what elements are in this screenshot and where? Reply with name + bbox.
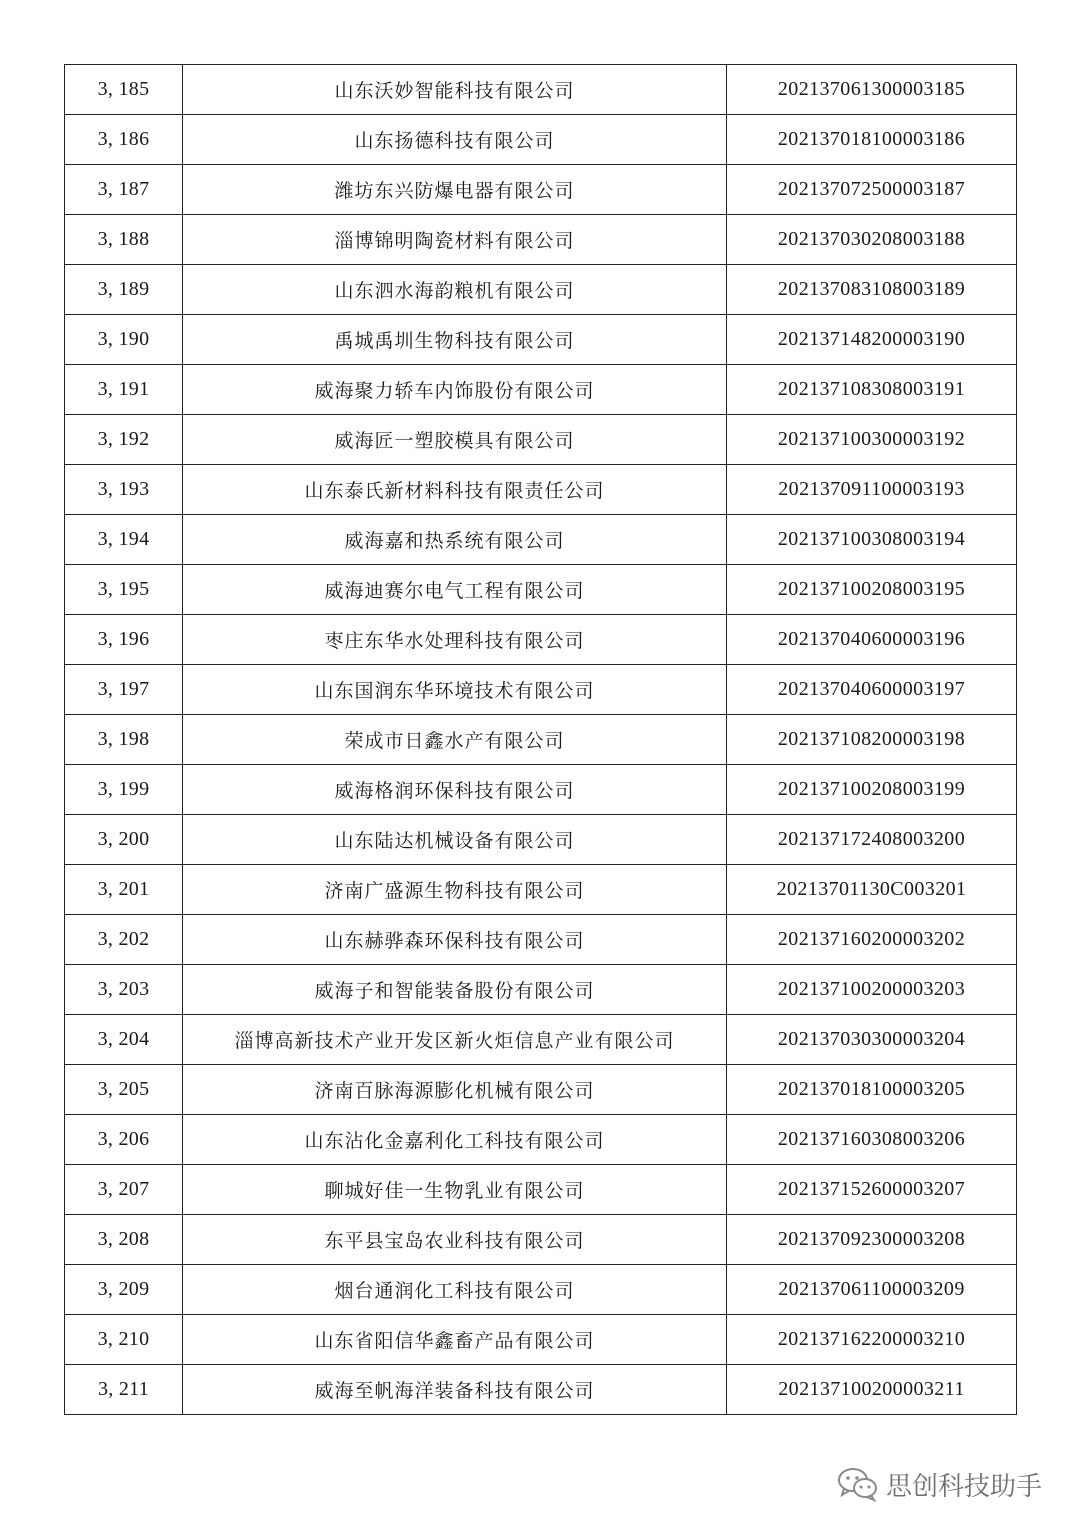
registration-code-cell: 202137061300003185 bbox=[727, 65, 1017, 115]
table-row bbox=[65, 915, 1017, 965]
table-row bbox=[65, 1165, 1017, 1215]
row-index-cell: 3, 204 bbox=[65, 1015, 183, 1065]
registration-code-cell: 202137030208003188 bbox=[727, 215, 1017, 265]
table-body bbox=[65, 65, 1017, 1415]
row-index-cell: 3, 194 bbox=[65, 515, 183, 565]
table-row bbox=[65, 965, 1017, 1015]
registration-code-cell: 202137092300003208 bbox=[727, 1215, 1017, 1265]
row-index-cell: 3, 211 bbox=[65, 1365, 183, 1415]
row-index-cell: 3, 200 bbox=[65, 815, 183, 865]
registration-code-cell: 202137152600003207 bbox=[727, 1165, 1017, 1215]
row-index-cell: 3, 208 bbox=[65, 1215, 183, 1265]
company-name-cell: 济南广盛源生物科技有限公司 bbox=[183, 865, 727, 915]
registration-code-cell: 20213701130C003201 bbox=[727, 865, 1017, 915]
registration-code-cell: 202137018100003186 bbox=[727, 115, 1017, 165]
registration-code-cell: 202137100308003194 bbox=[727, 515, 1017, 565]
row-index-cell: 3, 190 bbox=[65, 315, 183, 365]
company-name-cell: 山东沃妙智能科技有限公司 bbox=[183, 65, 727, 115]
row-index-cell: 3, 196 bbox=[65, 615, 183, 665]
row-index-cell: 3, 192 bbox=[65, 415, 183, 465]
row-index-cell: 3, 206 bbox=[65, 1115, 183, 1165]
row-index-cell: 3, 191 bbox=[65, 365, 183, 415]
registration-code-cell: 202137162200003210 bbox=[727, 1315, 1017, 1365]
company-name-cell: 枣庄东华水处理科技有限公司 bbox=[183, 615, 727, 665]
company-name-cell: 威海子和智能装备股份有限公司 bbox=[183, 965, 727, 1015]
company-name-cell: 山东省阳信华鑫畜产品有限公司 bbox=[183, 1315, 727, 1365]
row-index-cell: 3, 195 bbox=[65, 565, 183, 615]
company-name-cell: 山东陆达机械设备有限公司 bbox=[183, 815, 727, 865]
wechat-icon bbox=[836, 1466, 880, 1502]
registration-code-cell: 202137108200003198 bbox=[727, 715, 1017, 765]
row-index-cell: 3, 199 bbox=[65, 765, 183, 815]
registration-code-cell: 202137061100003209 bbox=[727, 1265, 1017, 1315]
table-row bbox=[65, 315, 1017, 365]
row-index-cell: 3, 203 bbox=[65, 965, 183, 1015]
company-name-cell: 山东沾化金嘉利化工科技有限公司 bbox=[183, 1115, 727, 1165]
registration-code-cell: 202137083108003189 bbox=[727, 265, 1017, 315]
watermark-text: 思创科技助手 bbox=[886, 1471, 1043, 1502]
table-row bbox=[65, 115, 1017, 165]
watermark bbox=[836, 1462, 1042, 1506]
company-name-cell: 山东泗水海韵粮机有限公司 bbox=[183, 265, 727, 315]
row-index-cell: 3, 209 bbox=[65, 1265, 183, 1315]
table-row bbox=[65, 215, 1017, 265]
company-name-cell: 东平县宝岛农业科技有限公司 bbox=[183, 1215, 727, 1265]
registration-code-cell: 202137100300003192 bbox=[727, 415, 1017, 465]
registration-code-cell: 202137072500003187 bbox=[727, 165, 1017, 215]
company-name-cell: 山东赫骅森环保科技有限公司 bbox=[183, 915, 727, 965]
registration-code-cell: 202137100200003203 bbox=[727, 965, 1017, 1015]
row-index-cell: 3, 185 bbox=[65, 65, 183, 115]
registration-code-cell: 202137018100003205 bbox=[727, 1065, 1017, 1115]
registration-code-cell: 202137091100003193 bbox=[727, 465, 1017, 515]
table-row bbox=[65, 65, 1017, 115]
table-row bbox=[65, 1065, 1017, 1115]
row-index-cell: 3, 201 bbox=[65, 865, 183, 915]
table-row bbox=[65, 365, 1017, 415]
table-row bbox=[65, 565, 1017, 615]
company-name-cell: 山东泰氏新材料科技有限责任公司 bbox=[183, 465, 727, 515]
company-name-cell: 威海嘉和热系统有限公司 bbox=[183, 515, 727, 565]
table-row bbox=[65, 1365, 1017, 1415]
company-name-cell: 禹城禹圳生物科技有限公司 bbox=[183, 315, 727, 365]
table-row bbox=[65, 1315, 1017, 1365]
table-row bbox=[65, 715, 1017, 765]
company-name-cell: 山东国润东华环境技术有限公司 bbox=[183, 665, 727, 715]
company-name-cell: 聊城好佳一生物乳业有限公司 bbox=[183, 1165, 727, 1215]
table-row bbox=[65, 1265, 1017, 1315]
registration-code-cell: 202137040600003196 bbox=[727, 615, 1017, 665]
row-index-cell: 3, 207 bbox=[65, 1165, 183, 1215]
row-index-cell: 3, 188 bbox=[65, 215, 183, 265]
company-name-cell: 威海聚力轿车内饰股份有限公司 bbox=[183, 365, 727, 415]
company-name-cell: 荣成市日鑫水产有限公司 bbox=[183, 715, 727, 765]
registration-code-cell: 202137160200003202 bbox=[727, 915, 1017, 965]
company-name-cell: 济南百脉海源膨化机械有限公司 bbox=[183, 1065, 727, 1115]
company-name-cell: 山东扬德科技有限公司 bbox=[183, 115, 727, 165]
registration-code-cell: 202137100200003211 bbox=[727, 1365, 1017, 1415]
registration-code-cell: 202137030300003204 bbox=[727, 1015, 1017, 1065]
company-name-cell: 淄博锦明陶瓷材料有限公司 bbox=[183, 215, 727, 265]
registration-code-cell: 202137108308003191 bbox=[727, 365, 1017, 415]
company-name-cell: 威海至帆海洋装备科技有限公司 bbox=[183, 1365, 727, 1415]
table-row bbox=[65, 865, 1017, 915]
row-index-cell: 3, 186 bbox=[65, 115, 183, 165]
table-row bbox=[65, 1015, 1017, 1065]
table-row bbox=[65, 415, 1017, 465]
registration-code-cell: 202137040600003197 bbox=[727, 665, 1017, 715]
table-row bbox=[65, 165, 1017, 215]
company-name-cell: 威海格润环保科技有限公司 bbox=[183, 765, 727, 815]
company-name-cell: 威海迪赛尔电气工程有限公司 bbox=[183, 565, 727, 615]
table-row bbox=[65, 615, 1017, 665]
table-row bbox=[65, 665, 1017, 715]
row-index-cell: 3, 198 bbox=[65, 715, 183, 765]
company-list-table bbox=[64, 64, 1017, 1415]
company-name-cell: 潍坊东兴防爆电器有限公司 bbox=[183, 165, 727, 215]
table-row bbox=[65, 515, 1017, 565]
table-row bbox=[65, 1215, 1017, 1265]
table-row bbox=[65, 815, 1017, 865]
company-list-table-wrapper bbox=[64, 64, 1016, 1415]
row-index-cell: 3, 210 bbox=[65, 1315, 183, 1365]
company-name-cell: 烟台通润化工科技有限公司 bbox=[183, 1265, 727, 1315]
row-index-cell: 3, 197 bbox=[65, 665, 183, 715]
registration-code-cell: 202137172408003200 bbox=[727, 815, 1017, 865]
row-index-cell: 3, 193 bbox=[65, 465, 183, 515]
table-row bbox=[65, 765, 1017, 815]
registration-code-cell: 202137100208003199 bbox=[727, 765, 1017, 815]
table-row bbox=[65, 465, 1017, 515]
registration-code-cell: 202137100208003195 bbox=[727, 565, 1017, 615]
row-index-cell: 3, 187 bbox=[65, 165, 183, 215]
row-index-cell: 3, 189 bbox=[65, 265, 183, 315]
row-index-cell: 3, 202 bbox=[65, 915, 183, 965]
registration-code-cell: 202137148200003190 bbox=[727, 315, 1017, 365]
registration-code-cell: 202137160308003206 bbox=[727, 1115, 1017, 1165]
company-name-cell: 淄博高新技术产业开发区新火炬信息产业有限公司 bbox=[183, 1015, 727, 1065]
row-index-cell: 3, 205 bbox=[65, 1065, 183, 1115]
company-name-cell: 威海匠一塑胶模具有限公司 bbox=[183, 415, 727, 465]
table-row bbox=[65, 265, 1017, 315]
table-row bbox=[65, 1115, 1017, 1165]
